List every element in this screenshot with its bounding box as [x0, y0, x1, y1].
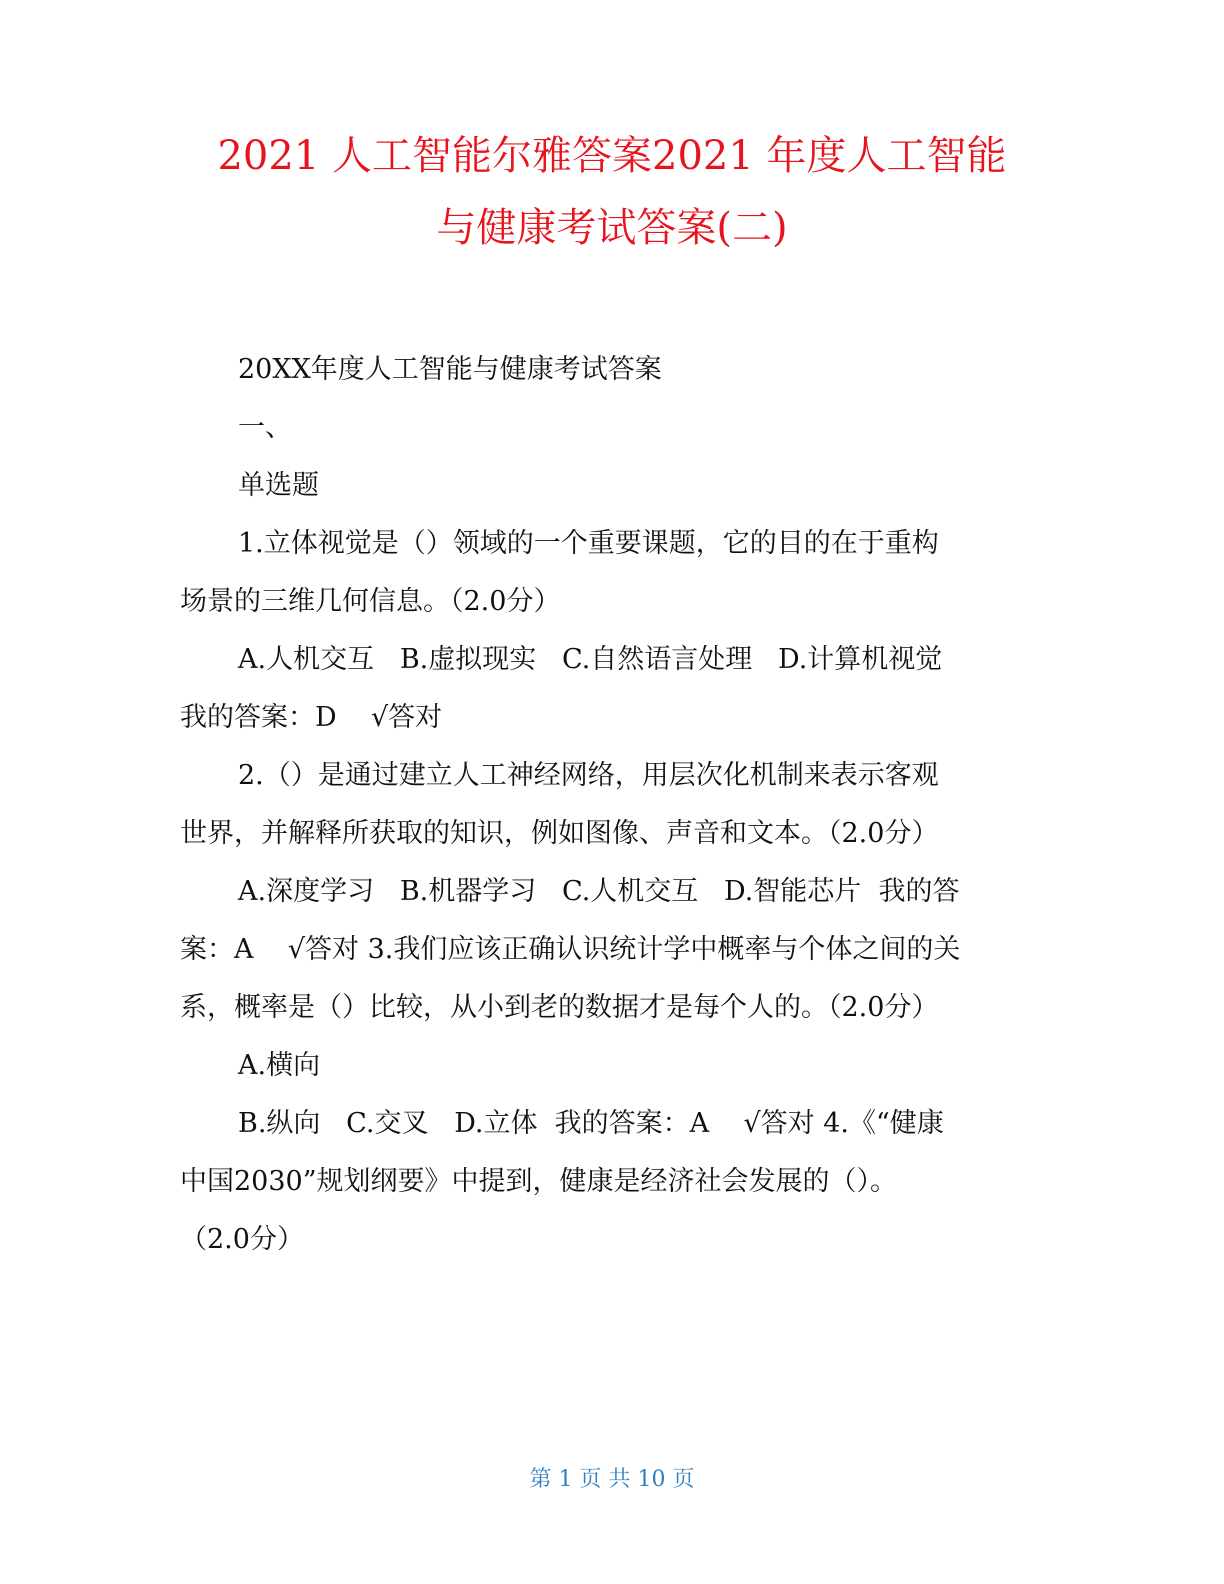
question-2-options: A.深度学习 B.机器学习 C.人机交互 D.智能芯片 我的答: [238, 876, 960, 907]
question-1-options: A.人机交互 B.虚拟现实 C.自然语言处理 D.计算机视觉: [238, 644, 943, 675]
question-2-answer-question-3: 案：A √答对 3.我们应该正确认识统计学中概率与个体之间的关: [180, 934, 961, 965]
document-title-line-1: 2021 人工智能尔雅答案2021 年度人工智能: [217, 133, 1007, 179]
question-1-text-cont: 场景的三维几何信息。（2.0分）: [180, 586, 561, 617]
exam-heading: 20XX年度人工智能与健康考试答案: [238, 354, 662, 385]
question-4-text-cont: 中国2030”规划纲要》中提到，健康是经济社会发展的（）。: [180, 1166, 898, 1197]
question-1-text: 1.立体视觉是（）领域的一个重要课题，它的目的在于重构: [238, 528, 939, 559]
document-title-line-2: 与健康考试答案(二): [436, 205, 788, 251]
section-title: 单选题: [238, 470, 319, 501]
page-number-footer: 第 1 页 共 10 页: [529, 1467, 695, 1492]
question-3-options-answer-question-4: B.纵向 C.交叉 D.立体 我的答案：A √答对 4.《“健康: [238, 1108, 944, 1139]
section-number: 一、: [238, 412, 292, 443]
question-2-text-cont: 世界，并解释所获取的知识，例如图像、声音和文本。（2.0分）: [180, 818, 939, 849]
question-3-option-a: A.横向: [238, 1050, 321, 1081]
question-3-text-cont: 系，概率是（）比较，从小到老的数据才是每个人的。（2.0分）: [180, 992, 939, 1023]
question-1-answer: 我的答案：D √答对: [180, 702, 443, 733]
question-2-text: 2.（）是通过建立人工神经网络，用层次化机制来表示客观: [238, 760, 939, 791]
question-4-score: （2.0分）: [180, 1224, 304, 1255]
